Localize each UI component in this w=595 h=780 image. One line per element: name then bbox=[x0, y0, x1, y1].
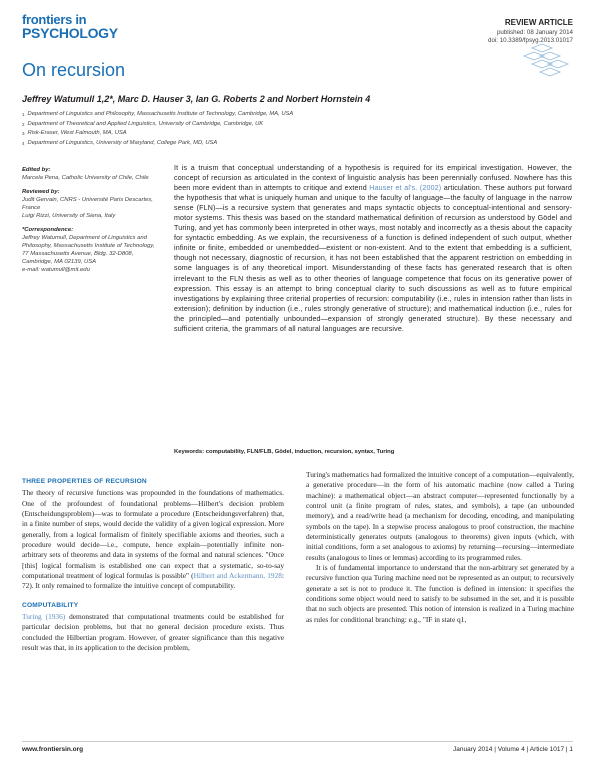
doi[interactable]: doi: 10.3389/fpsyg.2013.01017 bbox=[488, 37, 573, 44]
article-type: REVIEW ARTICLE bbox=[504, 18, 573, 27]
reviewer: Judit Gervain, CNRS - Université Paris Descartes, France bbox=[22, 197, 153, 211]
edited-by-heading: Edited by: bbox=[22, 167, 51, 173]
keywords-list: computability, FLN/FLB, Gödel, induction, recursion, syntax, Turing bbox=[205, 449, 395, 455]
affiliation-item: $^2$ Department of Theoretical and Applied Linguistics, University of Cambridge, Cambridge, UK bbox=[22, 120, 264, 127]
article-sidebar bbox=[22, 166, 160, 274]
paragraph: Turing's mathematics had formalized the intuitive concept of a computation—equivalently, a generative procedure—in the form of his automatic machine (now called a Turing machine): a mathematical object—an abstract computer—represented functionally by a control unit (a finite program of rules, states, and symbols), a tape (an unbounded memory), and a read/write head (a mechanism for decoding, encoding, and manipulating symbols on the tape). In a stepwise process analogous to proof construction, the machine deterministically generates outputs (analogous to theorems) given inputs (which, with initial conditions, form a set analogous to axioms) by returning—recursing—intermediate results (analogous to lines or lemmas) according to its programmed rules. bbox=[306, 470, 574, 562]
reviewer: Luigi Rizzi, University of Siena, Italy bbox=[22, 213, 116, 219]
author-list: Jeffrey Watumull 1,2*, Marc D. Hauser 3, Ian G. Roberts 2 and Norbert Hornstein 4 bbox=[22, 94, 371, 104]
paragraph: The theory of recursive functions was propounded in the foundations of mathematics. One of the profoundest of foundational problems—Hilbert's decision problem (Entscheidungsproblem)—was to formulate a procedure (Entscheidungsverfahren) that, in a finite number of steps, would decide the validity of a given logical expression. More generally, from a logical formalism of finitely specifiable axioms and theories, such a procedure would decide—i.e., compute, hence explain—potentially infinite non-arbitrary sets of theorems and data in systems of the formal and natural sciences. "Once [this] logical formalism is established one can expect that a systematic, so-to-say computational treatment of logical formulas is possible" (Hilbert and Ackermann, 1928: 72). It only remained to formalize the intuitive concept of computability. bbox=[22, 488, 284, 591]
correspondence-email[interactable]: e-mail: watumull@mit.edu bbox=[22, 267, 90, 273]
reviewed-by-heading: Reviewed by: bbox=[22, 189, 60, 195]
affiliations bbox=[22, 110, 542, 148]
paragraph: Turing (1936) demonstrated that computational treatments could be established for particular decision problems, but that no general decision procedure exists. Thus concluded the Hilbertian program. However, of greater significance than this negative result was that, in its application to the decision problem, bbox=[22, 612, 284, 653]
affiliation-item: $^4$ Department of Linguistics, University of Maryland, College Park, MD, USA bbox=[22, 139, 218, 146]
open-access-stack-icon bbox=[518, 42, 574, 82]
paragraph: It is of fundamental importance to understand that the non-arbitrary set generated by a recursive function qua Turing machine need not be represented as an output; to recursively generate a set is not to produce it. The function is defined in intension: it specifies the conditions some object would need to satisfy to be subsumed in the set, and it is possible that no such objects are presented. This notion of intension is realized in a Turing machine as rules for conditional branching: e.g., "IF in state q1, bbox=[306, 563, 574, 624]
page-title: On recursion bbox=[22, 60, 126, 80]
journal-name-line2: PSYCHOLOGY bbox=[22, 25, 118, 41]
affiliation-item: $^1$ Department of Linguistics and Philosophy, Massachusetts Institute of Technology, Cambridge, MA, USA bbox=[22, 111, 294, 117]
journal-name-line1: frontiers in bbox=[22, 12, 87, 27]
keywords-label: Keywords: bbox=[174, 449, 205, 455]
abstract: It is a truism that conceptual understanding of a hypothesis is required for its empirical investigation. However, the concept of recursion as articulated in the context of linguistic analysis has been perennially confused. Nowhere has this been more evident than in attempts to critique and extend Hauser et al's. (2002) articulation. These authors put forward the hypothesis that what is uniquely human and unique to the faculty of language—the faculty of language in the narrow sense (FLN)—is a recursive system that generates and maps syntactic objects to conceptual-intentional and sensory-motor systems. This thesis was based on the standard mathematical definition of recursion as understood by Gödel and Turing, and yet has commonly been interpreted in other ways, most notably and incorrectly as a thesis about the capacity for syntactic embedding. As we explain, the recursiveness of a function is defined independent of such output, whether infinite or finite, embedded or unembedded—existent or non-existent. And to the extent that embedding is a sufficient, though not necessary, diagnostic of recursion, it has not been established that the apparent restriction on embedding in some languages is of any theoretical import. Misunderstanding of these facts has generated research that is often irrelevant to the FLN thesis as well as to other theories of language competence that focus on its generative power of expression. This essay is an attempt to bring conceptual clarity to such discussions as well as to future empirical investigations by explaining three criterial properties of recursion: computability (i.e., rules in intension rather than lists in extension); definition by induction (i.e., rules strongly generative of structure); and mathematical induction (i.e., rules for the principled—and potentially unbounded—expansion of strongly generated structure). By these necessary and sufficient criteria, the grammars of all natural languages are recursive. bbox=[174, 164, 572, 333]
editor: Marcela Pena, Catholic University of Chile, Chile bbox=[22, 175, 149, 181]
correspondence-address: Jeffrey Watumull, Department of Linguistics and Philosophy, Massachusetts Institute of Technology, 77 Massachusetts Avenue, Bldg. 32-D808, Cambridge, MA 02139, USA bbox=[22, 235, 155, 265]
body-column-left bbox=[22, 477, 284, 654]
citation-link[interactable]: Hilbert and Ackermann, 1928 bbox=[193, 571, 282, 581]
correspondence-heading: *Correspondence: bbox=[22, 227, 74, 233]
section-heading: THREE PROPERTIES OF RECURSION bbox=[22, 478, 147, 485]
footer-divider bbox=[22, 741, 573, 742]
citation-link[interactable]: Hauser et al's. (2002) bbox=[369, 184, 442, 193]
journal-logo bbox=[22, 14, 152, 40]
footer-issue-info: January 2014 | Volume 4 | Article 1017 | 1 bbox=[453, 746, 573, 753]
affiliation-item: $^3$ Risk-Eraser, West Falmouth, MA, USA bbox=[22, 130, 127, 136]
citation-link[interactable]: Turing (1936) bbox=[22, 612, 66, 622]
published-date: published: 08 January 2014 bbox=[496, 29, 573, 36]
keywords bbox=[174, 449, 572, 455]
body-column-right bbox=[306, 470, 574, 625]
journal-url[interactable]: www.frontiersin.org bbox=[22, 746, 84, 753]
section-heading: COMPUTABILITY bbox=[22, 601, 79, 609]
